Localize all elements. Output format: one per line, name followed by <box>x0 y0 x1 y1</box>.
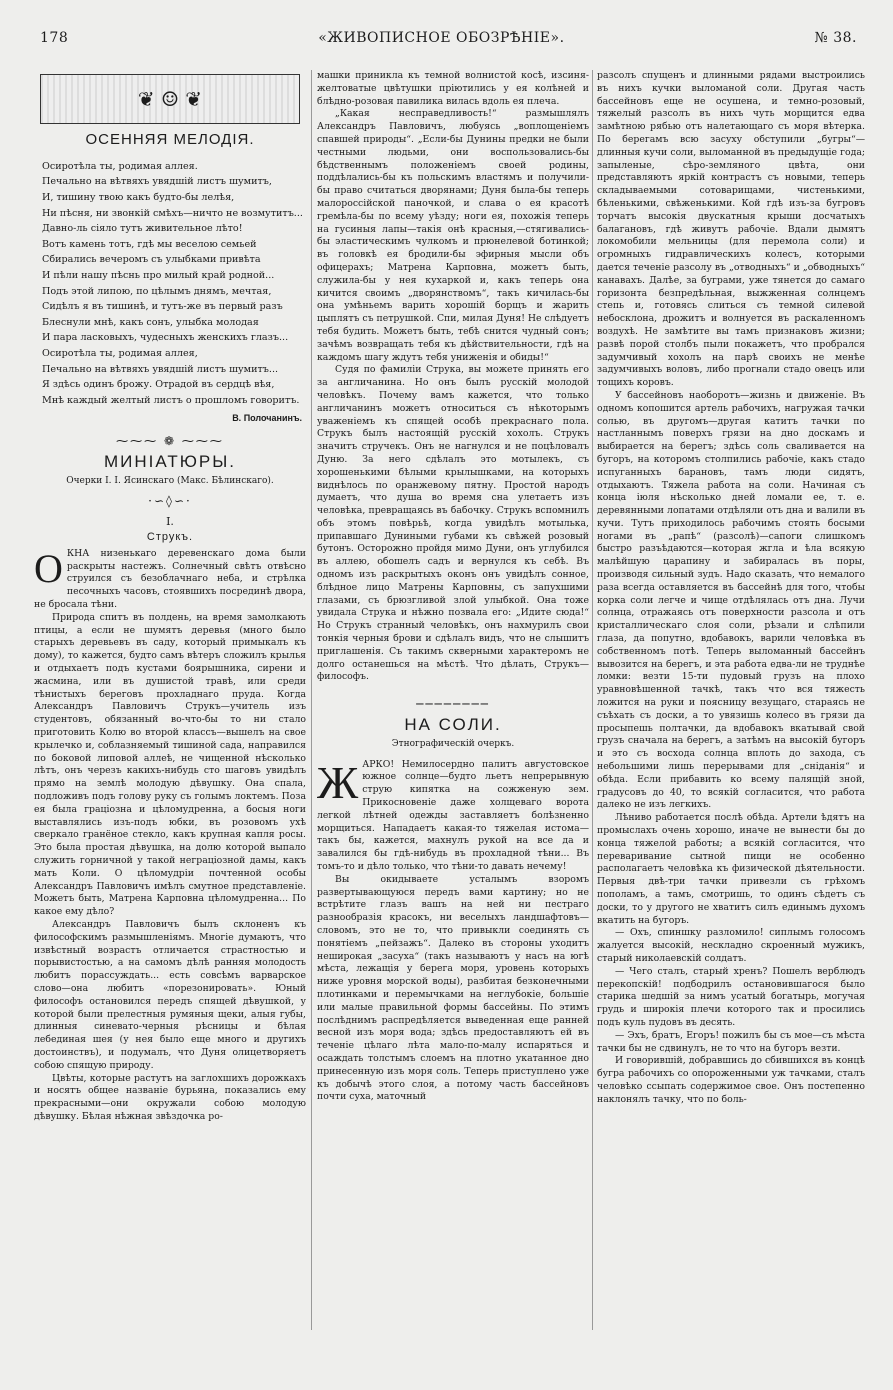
poem-line: И пара ласковыхъ, чудесныхъ женскихъ глазъ... <box>42 332 289 344</box>
drop-cap: О <box>34 545 63 591</box>
section-subtitle: Очерки І. І. Ясинскаго (Макс. Бѣлинскаго). <box>66 475 274 486</box>
column-divider <box>311 70 312 1330</box>
poem-line: Печально на вѣтвяхъ увядшій листъ шумитъ, <box>42 176 272 188</box>
section-title: МИНІАТЮРЫ. <box>103 451 237 471</box>
divider-ornament-icon: ──────── <box>416 697 490 712</box>
column-divider <box>592 70 593 1330</box>
poem-line: Сидѣлъ я въ тишинѣ, и тутъ-же въ первый разъ <box>42 301 283 313</box>
paragraph: — Охъ, спиншку разломило! сиплымъ голосомъ жалуется высокій, нескладно скроенный мужикъ, старый николаевскій солдатъ. <box>597 927 865 964</box>
poem-line: Я здѣсь одинъ брожу. Отрадой въ сердцѣ вѣя, <box>42 379 275 391</box>
paragraph: — Эхъ, братъ, Егоръ! пожилъ бы съ мое—съ мѣста тачки бы не сдвинулъ, не то что на бугоръ везти. <box>597 1029 865 1054</box>
page-header <box>40 30 857 52</box>
poem-line: Осиротѣла ты, родимая аллея, <box>42 347 198 359</box>
paragraph: — Чего сталъ, старый хренъ? Пошелъ верблюдъ перекопскій! подбодрилъ остановившагося было старика шедшій за нимъ усатый богатырь, могучая грудь и широкія плечи которого так и просились подъ куль пудовъ въ десять. <box>597 965 865 1028</box>
story-text <box>34 545 306 1124</box>
paragraph: Вы окидываете усталымъ взоромъ развертывающуюся передъ вами картину; но не встрѣтите глазъ вашъ на ней ни пестраго разнообразія красокъ, ни веселыхъ ландшафтовъ—словомъ, это не то, что привыкли соединять съ понятіемъ „пейзажъ“. Далеко въ стороны уходитъ неширокая „засуха“ (такъ называютъ у насъ на югѣ мѣста, лежащія у берега моря, уровень которыхъ ниже уровня морской воды), разбитая безконечными плотинками и перемычками на неглубокіе, большіе или малые правильной формы бассейны. По этимъ послѣднимъ распредѣляется выведенная еще ранней весной изъ моря вода; здѣсь предоставляютъ ей въ теченіе цѣлаго лѣта мало-по-малу испаряться и осаждать толстымъ слоемъ на плотно укатанное дно принесенную изъ моря соль. Теперь приступлено уже къ добычѣ этого слоя, а потому часть бассейновъ почти суха, маточный <box>317 873 589 1103</box>
poem-signature: В. Полочанинъ. <box>232 413 302 424</box>
chapter-number: I. <box>166 515 174 529</box>
paragraph: У бассейновъ наоборотъ—жизнь и движеніе. Въ одномъ копошится артель рабочихъ, нагружая тачки солью, въ другомъ—другая катитъ тачки по настланнымъ поверхъ грязи на дно доскамъ и выбирается на берегъ; здѣсь соль сваливается на бугоръ, на которомъ столпились рабочіе, какъ стадо испуганныхъ барановъ, тамъ люди сидятъ, отдыхаютъ. Тяжела работа на соли. Начиная съ конца іюля нѣсколько дней ломали ее, т. е. деревянными лопатами отдѣляли отъ дна и валили въ кучи. Тутъ приходилось рабочимъ стоять босыми ногами въ „рапѣ“ (разсолѣ)—сапоги слишкомъ быстро разъѣдаются—которая жгла и ѣла всякую малѣйшую царапину и забиралась въ поры, производя сильный зудъ. Надо сказать, что немалого раза всегда оставляется въ бассейнѣ для того, чтобы корка соли легче и чище отдѣлялась отъ дна. Лучи солнца, отражаясь отъ поверхности разсола и отъ кристаллическаго слоя соли, рѣзали и слѣпили глаза, да попутно, вдобавокъ, варили человѣка въ собственномъ потѣ. Теперь выломанный бассейнъ вывозится на берегъ, и эта работа едва-ли не труднѣе ломки: везти 15-ти пудовый грузъ на плохо уравновѣшенной тачкѣ, такъ что вся тяжесть ложится на руки и поясницу везущаго, стараясь не съѣхать съ доски, а то увязишь колесо въ грязи да просыпешь полтачки, да вдобавокъ вкатывай свой грузъ сначала на берегъ, а затѣмъ на высокій бугоръ и это съ восхода солнца вплоть до захода, съ небольшими лишь перерывами для „сніданія“ и обѣда. Если прибавить ко всему палящій зной, градусовъ до 40, то всякій согласится, что работа далеко не изъ легкихъ. <box>597 389 865 811</box>
poem-line: Блеснули мнѣ, какъ сонъ, улыбка молодая <box>42 316 259 328</box>
paragraph: Лѣниво работается послѣ обѣда. Артели ѣдятъ на промыслахъ очень хорошо, иначе не вынести бы до конца тяжелой работы; а всякій согласится, что переваривание сытной пищи не особенно располагаетъ человѣка къ физической дѣятельности. Первыя двѣ-три тачки привезли съ грѣхомъ пополамъ, а тамъ, смотришь, то одинъ сѣдетъ съ доски, то у другого не хватитъ силъ единымъ духомъ вкатить на бугоръ. <box>597 812 865 926</box>
journal-title: «ЖИВОПИСНОЕ ОБОЗРѢНІЕ». <box>318 30 565 46</box>
poem-line: Подъ этой липою, по цѣлымъ днямъ, мечтая, <box>42 285 272 297</box>
story-title: Струкъ. <box>146 531 194 544</box>
poem-line: И, тишину твою какъ будто-бы лелѣя, <box>42 191 235 203</box>
paragraph: машки приникла къ темной волнистой косѣ, изсиня-желтоватые цвѣтушки пріютились у ея колѣней и блѣдно-розовая павилика вилась вдоль ея плеча. <box>317 70 589 107</box>
divider-ornament-icon: ⁓⁓⁓ ❁ ⁓⁓⁓ <box>116 434 224 449</box>
poem-line: Сбирались вечеромъ съ улыбками привѣта <box>42 254 261 266</box>
poem-line: Вотъ камень тотъ, гдѣ мы веселою семьей <box>42 238 257 250</box>
column-1 <box>34 70 306 1330</box>
poem-line: Осиротѣла ты, родимая аллея. <box>42 160 198 172</box>
mask-ornament-icon: ❦ ☺ ❦ <box>137 86 203 111</box>
drop-cap: Ж <box>317 756 359 808</box>
paragraph: Цвѣты, которые растутъ на заглохшихъ дорожкахъ и носятъ общее названіе бурьяна, показались ему прекрасными—они окружали собою молодую дѣвушку. Бѣлая нѣжная звѣздочка ро- <box>34 1072 306 1122</box>
paragraph: И говорившій, добравшись до сбившихся въ концѣ бугра рабочихъ со опороженными уж тачками, сталъ человѣко ссыпать содержимое свое. Онъ постепенно наклонялъ тачку, что по боль- <box>597 1055 865 1105</box>
paragraph: Судя по фамиліи Струка, вы можете принять его за англичанина. Но онъ былъ русскій молодой человѣкъ. Почему вамъ кажется, что только англичанинъ можетъ относиться съ нѣкоторымъ уваженіемъ къ спящей особѣ прекраснаго пола. Струкъ былъ настоящій русскій хохолъ. Струкъ значитъ стручекъ. Онъ не нагнулся и не поцѣловалъ Дуню. За него сдѣлалъ это мотылекъ, съ хорошенькими бѣлыми крылышками, на которыхъ виднѣлось по оранжевому пятну. Простой народъ думаетъ, что душа во время сна улетаетъ изъ человѣка, превращаясь въ бабочку. Струкъ вспомнилъ объ этомъ повѣрьѣ, когда увидѣлъ мотылька, припавшаго Дуниными губами къ свѣжей розовый бутонъ. Осторожно пройдя мимо Дуни, онъ углубился въ аллею, обошелъ садъ и вернулся къ себѣ. Въ одномъ изъ раскрытыхъ оконъ онъ увидѣлъ сонное, блѣдное лицо Матрены Карповны, съ запухшими глазами, съ брюзгливой злой улыбкой. Она тоже увидала Струка и нѣжно позвала его: „Идите сюда!“ Но Струкъ странный человѣкъ, онъ нахмурилъ свои тонкія черныя брови и сдѣлалъ видъ, что не слышитъ приглашенія. Съ такимъ скверными характеромъ не долго останешься на мѣстѣ. Что дѣлать, Струкъ—философъ. <box>317 364 589 683</box>
poem-title: ОСЕННЯЯ МЕЛОДІЯ. <box>85 131 255 148</box>
column-2 <box>317 70 589 1330</box>
ornamental-banner <box>40 74 300 124</box>
essay-subtitle: Этнографическій очеркъ. <box>391 738 515 749</box>
poem-line: Печально на вѣтвяхъ увядшій листъ шумитъ... <box>42 363 279 375</box>
poem-line: Давно-ль сіяло тутъ живительное лѣто! <box>42 223 243 235</box>
paragraph: АРКО! Немилосердно палитъ августовское южное солнце—будто льетъ непрерывную струю кипятка на сожженую зем. Прикосновеніе даже холщеваго ворота легкой лѣтней одежды заставляетъ болѣзненно морщиться. Нападаетъ какая-то тяжелая истома—такъ бы, кажется, махнулъ рукой на все да и завалился бы гдѣ-нибудь въ прохладной тѣни... Въ томъ-то и дѣло только, что тѣни-то давать нечему! <box>317 758 589 873</box>
paragraph: разсолъ спущенъ и длинными рядами выстроились въ нихъ кучки выломаной соли. Другая часть бассейновъ еще не осушена, и темно-розовый, тяжелый разсолъ въ нихъ чуть морщится едва замѣтною рябью отъ налетающаго съ моря вѣтерка. По берегамъ всю засуху обступили „бугры“—длинныя кучи соли, выломанной въ предыдущіе года; запыленые, сѣро-земляного цвѣта, они представляютъ яркій контрастъ съ новыми, теперь складываемыми сотоварищами, чистенькими, бѣленькими, свѣженькими. Кой гдѣ изъ-за бугровъ торчатъ высокія двускатныя крыши досчатыхъ балагановъ, гдѣ живутъ рабочіе. Вдали дымятъ локомобили мельницы (для перемола соли) и огромныхъ гидравлическихъ колесъ, которыми дается теченіе разсолу въ „отводныхъ“ и „обводныхъ“ канавахъ. Далѣе, за буграми, уже тянется до самаго горизонта безпредѣльная, выжженная солнцемъ степь и, готовясь слиться съ темной силевой небосклона, дрожитъ и волнуется въ раскаленномъ воздухѣ. Не замѣтите вы тамъ признаковъ жизни; развѣ порой столбъ пыли покажетъ, что пробрался задумчивый хохолъ на парѣ своихъ не менѣе задумчивыхъ воловъ, либо прогнали стадо овецъ или тощихъ коровъ. <box>597 70 865 389</box>
paragraph: „Какая несправедливость!“ размышлялъ Александръ Павловичъ, любуясь „воплощеніемъ спавшей природы“. „Если-бы Дунины предки не были честными людьми, они воспользовались-бы бѣдственнымъ положеніемъ своей родины, поддѣлались-бы къ польскимъ властямъ и получили-бы право считаться дворянами; Дуня была-бы теперь малороссійской паночкой, и слава о ея красотѣ гремѣла-бы по всему уѣзду; ноги ея, похожія теперь на гусиныя лапы—такія онѣ красныя,—стягивались-бы эластическимъ чулкомъ и прюнелевой ботинкой; въ головкѣ ея бродили-бы эфирныя мысли объ офицерахъ; Матрена Карповна, можетъ быть, служила-бы у нея кухаркой и, какъ теперь она кичится своимъ „дворянствомъ“, такъ кичилась-бы она умѣньемъ варить хорошій борщъ и жарить цыплятъ съ петрушкой. Спи, милая Дуня! Не слѣдуетъ тебя будить. Можетъ быть, тебѣ снится чудный сонъ; зачѣмъ возвращать тебя къ дѣйствительности, гдѣ на каждомъ шагу ждутъ тебя униженія и обиды!“ <box>317 108 589 363</box>
paragraph: КНА низенькаго деревенскаго дома были раскрыты настежъ. Солнечный свѣтъ отвѣсно струился съ безоблачнаго неба, и стрѣлка песочныхъ часовъ, стоявшихъ посрединѣ двора, не бросала тѣни. <box>34 547 306 611</box>
poem-line: Мнѣ каждый желтый листъ о прошломъ говоритъ. <box>42 394 300 406</box>
poem-body <box>34 159 306 409</box>
small-ornament-icon: ·∽◊∽· <box>148 494 192 509</box>
essay-text <box>317 756 589 1105</box>
paragraph: Природа спитъ въ полдень, на время замолкають птицы, а если не шумятъ деревья (много было старыхъ деревьевъ въ саду, который примыкалъ къ дому), то кажется, будто самъ вѣтеръ сложилъ крылья и отдыхаетъ подъ кустами боярышника, сирени и жасмина, или въ душистой травѣ, или среди тѣнистыхъ береговъ прохладнаго пруда. Когда Александръ Павловичъ Струкъ—учитель изъ студентовъ, обязанный во-что-бы то ни стало приготовить Колю во второй классъ—вышелъ на свое крылечко и, соблазняемый тишиной сада, направился по боковой липовой аллеѣ, не чищенной нѣсколько лѣтъ, онъ черезъ какихъ-нибудь сто шаговъ увидѣлъ прямо на землѣ молодую дѣвушку. Она спала, подложивъ подъ голову руку съ голымъ локтемъ. Поза ея была граціозна и цѣломудренна, а босыя ноги выставлялись изъ-подъ юбки, въ розовомъ ухѣ сверкало гранёное стекло, какъ крупная капля росы. Это была простая дѣвушка, на долю которой выпало служить горничной у такой неграціозной дамы, какъ мать Коли. О цѣломудріи почтенной особы Александръ Павловичъ имѣлъ смутное представленіе. Можетъ быть, Матрена Карповна цѣломудренна... По какое ему дѣло? <box>34 611 306 918</box>
poem-line: Ни пѣсня, ни звонкій смѣхъ—ничто не возмутитъ... <box>42 207 303 219</box>
column-3 <box>597 70 865 1330</box>
page-number: 178 <box>40 30 69 46</box>
paragraph: Александръ Павловичъ былъ склоненъ къ философскимъ размышленіямъ. Многіе думаютъ, что извѣстный возрастъ отличается страстностью и порывистостью, а на самомъ дѣлѣ ранняя молодость любитъ порассуждать... есть совсѣмъ варварское слово—она любитъ «порезонировать». Юный философъ остановился передъ спящей дѣвушкой, у которой были прелестныя румяныя щеки, алыя губы, длинныя синевато-черныя рѣсницы и бѣлая лебединая шея (у нея было еще много и другихъ достоинствъ), и подумалъ, что Дуня олицетворяетъ собою спящую природу. <box>34 918 306 1071</box>
issue-number: № 38. <box>814 30 857 46</box>
poem-line: И пѣли нашу пѣснь про милый край родной... <box>42 269 275 281</box>
essay-title: НА СОЛИ. <box>404 715 502 735</box>
